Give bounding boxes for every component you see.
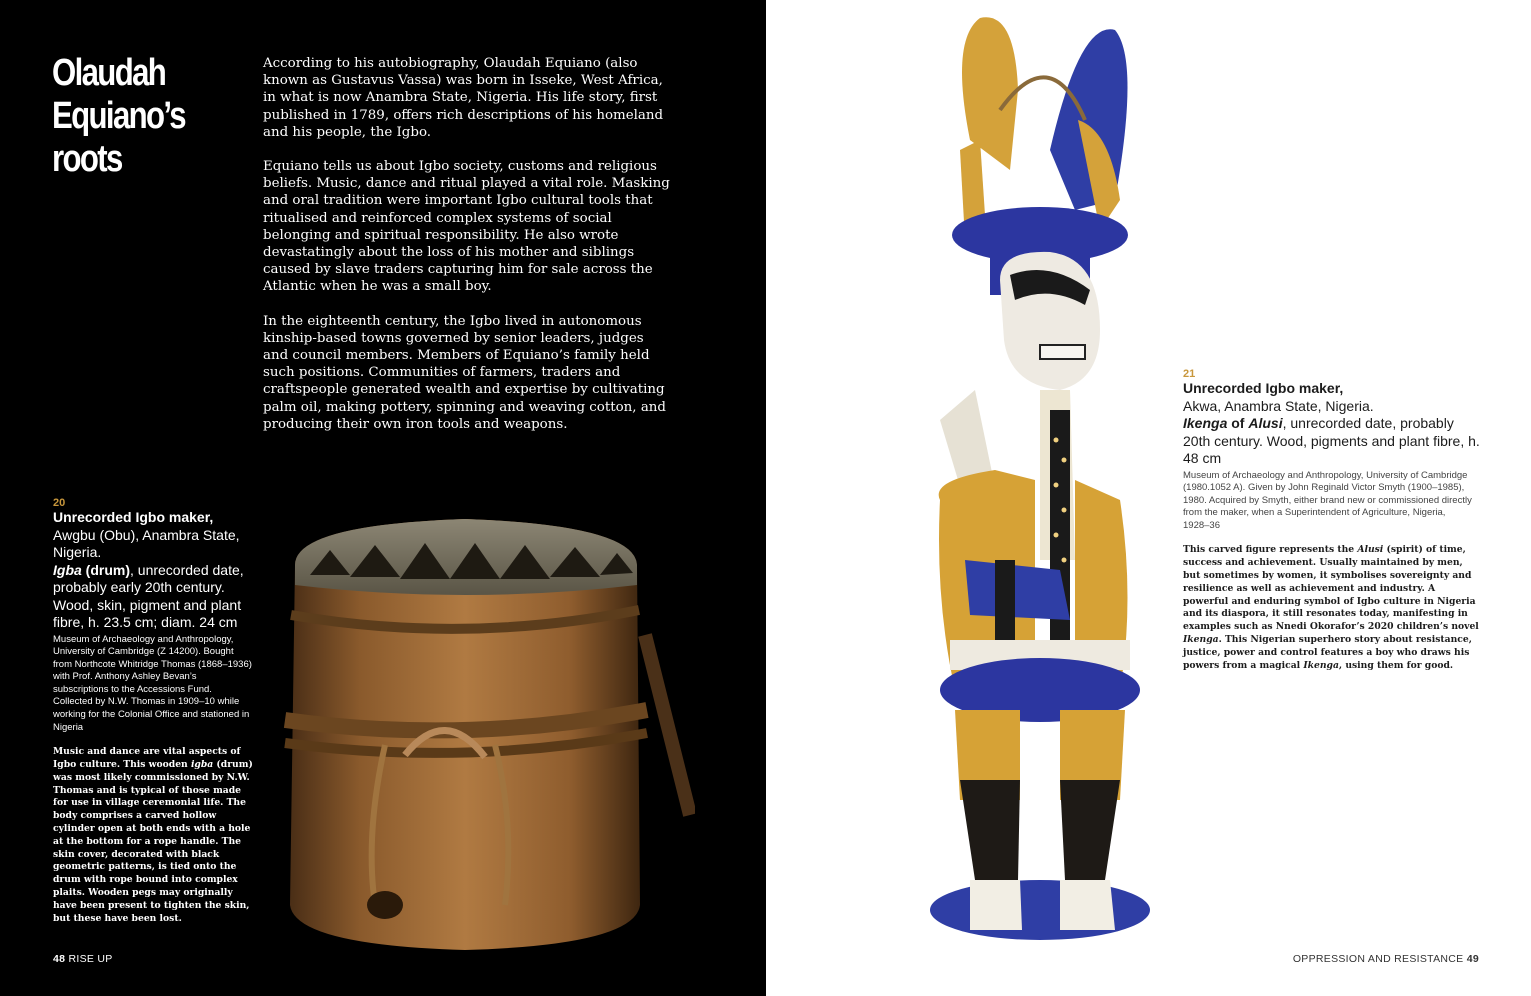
caption-provenance: Museum of Archaeology and Anthropology, University of Cambridge (Z 14200). Bought from Northcote Whitridge Thomas (1868–1936) with Prof. Anthony Ashley Bevan’s subscriptions to the Accessions Fund. Collected by N.W. Thomas in 1909–10 while working for the Colonial Office and stationed in Nigeria: [53, 633, 252, 733]
folio-left: [53, 953, 113, 965]
body-paragraph: According to his autobiography, Olaudah Equiano (also known as Gustavus Vassa) was born in Isseke, West Africa, in what is now Anambra State, Nigeria. His life story, first published in 1789, offers rich descriptions of his homeland and his people, the Igbo.: [263, 56, 664, 140]
object-of: of: [1227, 415, 1249, 431]
description-emphasis: Ikenga: [1183, 634, 1219, 646]
description-emphasis: igba: [190, 759, 214, 771]
description-text: . This Nigerian superhero story about resistance, justice, power and control features a boy who draws his powers from a magical: [1183, 634, 1472, 671]
caption-number: 21: [1183, 368, 1196, 380]
object-suffix: (drum): [81, 561, 130, 578]
caption-ikenga: [1183, 368, 1483, 672]
description-text: Music and dance are vital aspects of Igbo culture. This wooden: [53, 746, 241, 771]
description-text: This carved figure represents the: [1183, 544, 1358, 556]
caption-object: [1183, 415, 1483, 468]
caption-number: 20: [53, 497, 66, 509]
main-body-text: [263, 55, 673, 450]
title-line: roots: [52, 138, 122, 180]
caption-maker: Unrecorded Igbo maker,: [1183, 380, 1344, 396]
caption-place: Awgbu (Obu), Anambra State, Nigeria.: [53, 526, 240, 560]
object-details: , unrecorded date, probably early 20th century. Wood, skin, pigment and plant fibre, h. 23.5 cm; diam. 24 cm: [53, 561, 244, 630]
caption-provenance: Museum of Archaeology and Anthropology, University of Cambridge (1980.1052 A). Given by John Reginald Victor Smyth (1900–1985), 1980. Acquired by Smyth, either brand new or commissioned directly from the maker, when a Superintendent of Agriculture, Nigeria, 1928–36: [1183, 469, 1472, 531]
folio-right: [1293, 953, 1479, 965]
body-paragraph: Equiano tells us about Igbo society, customs and religious beliefs. Music, dance and ritual played a vital role. Masking and oral tradition were important Igbo cultural tools that ritualised and reinforced complex systems of social belonging and spiritual responsibility. He also wrote devastatingly about the loss of his mother and siblings caused by slave traders capturing him for sale across the Atlantic when he was a small boy.: [263, 159, 670, 295]
page-number: 48: [53, 953, 66, 965]
ikenga-image: [900, 0, 1180, 990]
description-text: , using them for good.: [1338, 659, 1454, 671]
page-number: 49: [1466, 953, 1479, 965]
description-text: (drum) was most likely commissioned by N.W. Thomas and is typical of those made for use in village ceremonial life. The body comprises a carved hollow cylinder open at both ends with a hole at the bottom for a rope handle. The skin cover, decorated with black geometric patterns, is tied onto the drum with rope bound into complex plaits. Wooden pegs may originally have been present to tighten the skin, but these have been lost.: [53, 759, 253, 924]
caption-description: [53, 746, 253, 925]
caption-description: [1183, 544, 1483, 672]
description-emphasis: Alusi: [1357, 544, 1384, 556]
object-name: Ikenga: [1183, 415, 1228, 431]
object-name: Alusi: [1248, 415, 1283, 431]
caption-object: [53, 562, 253, 632]
running-head: RISE UP: [65, 953, 113, 965]
running-head: OPPRESSION AND RESISTANCE: [1292, 953, 1467, 965]
object-details: , unrecorded date, probably 20th century. Wood, pigments and plant fibre, h. 48 cm: [1183, 415, 1480, 466]
object-name: Igba: [53, 561, 82, 578]
description-emphasis: Ikenga: [1303, 659, 1339, 671]
caption-maker: Unrecorded Igbo maker,: [53, 509, 214, 525]
chapter-title: [52, 52, 208, 181]
caption-place: Akwa, Anambra State, Nigeria.: [1183, 397, 1374, 414]
caption-drum: [53, 497, 253, 925]
body-paragraph: In the eighteenth century, the Igbo lived in autonomous kinship-based towns governed by senior leaders, judges and council members. Members of Equiano’s family held such positions. Communities of farmers, traders and craftspeople generated wealth and expertise by cultivating palm oil, making pottery, spinning and weaving cotton, and producing their own iron tools and weapons.: [263, 313, 666, 432]
drum-image: [235, 505, 695, 955]
title-line: Olaudah: [52, 52, 166, 94]
title-line: Equiano’s: [52, 95, 185, 137]
description-text: (spirit) of time, success and achievement. Usually maintained by men, but sometimes by women, it symbolises sovereignty and resilience as well as achievement and industry. A powerful and enduring symbol of Igbo culture in Nigeria and its diaspora, it still resonates today, manifesting in examples such as Nnedi Okorafor’s 2020 children’s novel: [1183, 544, 1479, 633]
